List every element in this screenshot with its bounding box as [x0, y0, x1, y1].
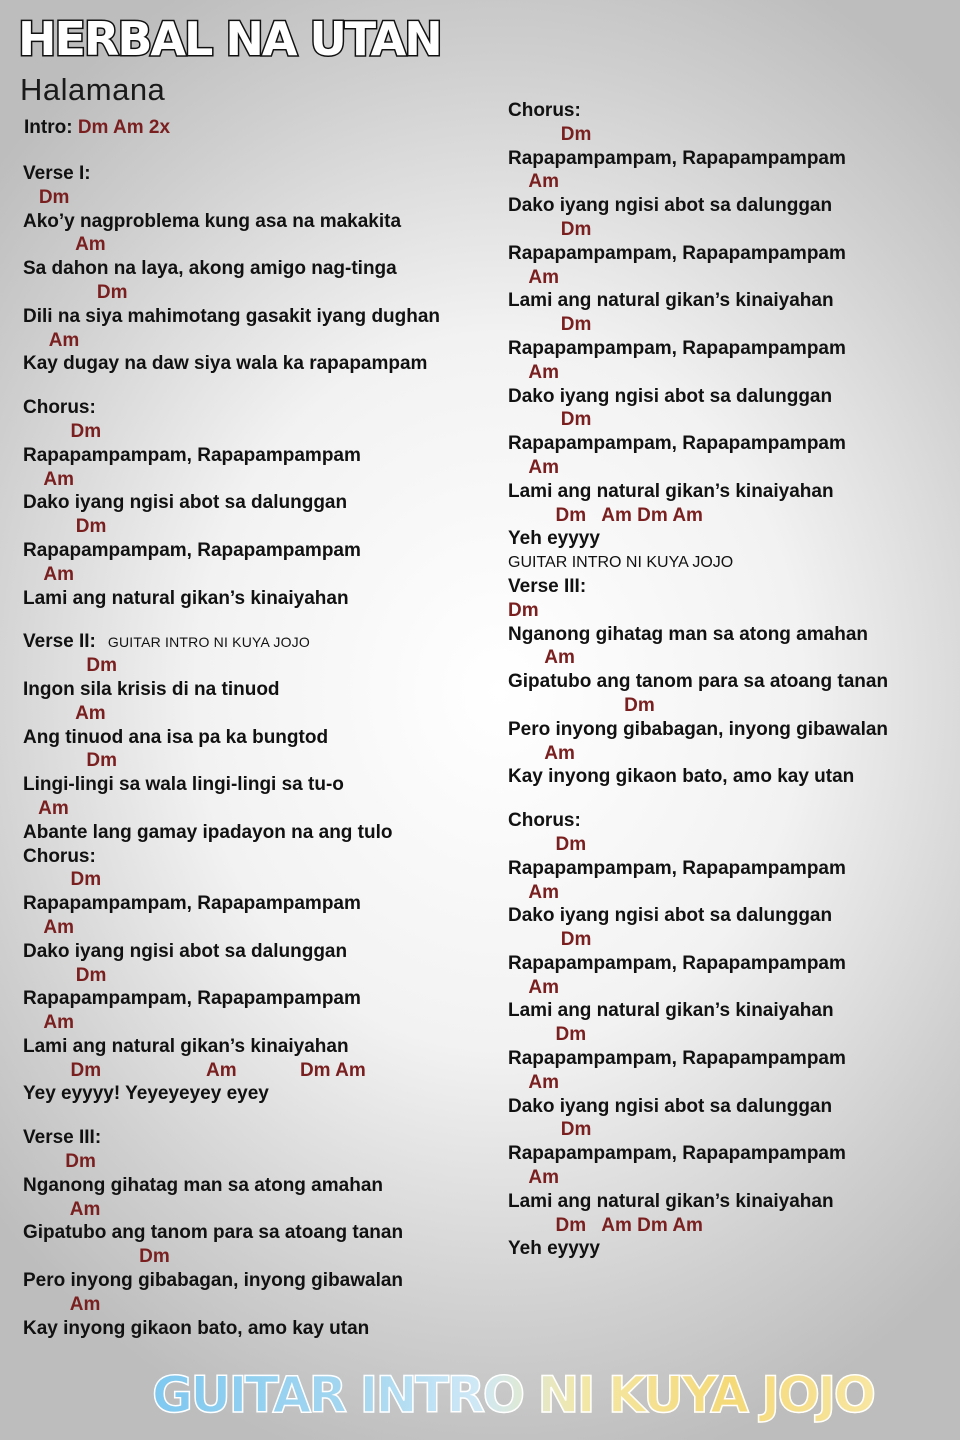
lyric-line: Nganong gihatag man sa atong amahan	[23, 1174, 383, 1196]
chord-line: Dm	[508, 929, 592, 951]
lyric-line: Ingon sila krisis di na tinuod	[23, 678, 280, 700]
section-label: Chorus:	[23, 397, 96, 419]
chord-line: Am	[23, 234, 106, 256]
lyric-line: Lami ang natural gikan’s kinaiyahan	[508, 1190, 834, 1212]
lyric-line: Gipatubo ang tanom para sa atoang tanan	[23, 1222, 404, 1244]
song-section	[23, 630, 483, 844]
lyric-line: Dako iyang ngisi abot sa dalunggan	[23, 492, 348, 514]
section-label: Chorus:	[23, 845, 96, 867]
lyric-line: Kay inyong gikaon bato, amo kay utan	[508, 766, 855, 788]
lyric-line: Rapapampampam, Rapapampampam	[23, 444, 361, 466]
lyric-line: Lami ang natural gikan’s kinaiyahan	[23, 587, 349, 609]
lyric-line: Rapapampampam, Rapapampampam	[23, 988, 361, 1010]
chord-line: Dm	[23, 420, 102, 442]
section-label-row	[23, 162, 483, 186]
lyric-line: Ako’y nagproblema kung asa na makakita	[23, 210, 402, 232]
chord-line: Dm	[508, 123, 592, 145]
chord-line: Dm	[23, 281, 128, 303]
chord-line: Am	[23, 702, 106, 724]
lyric-line: Pero inyong gibabagan, inyong gibawalan	[23, 1270, 404, 1292]
song-section	[23, 845, 483, 1107]
section-label: Chorus:	[508, 100, 581, 121]
section-label-row	[508, 809, 960, 833]
chord-line: Am	[508, 1071, 560, 1093]
chord-line: Dm	[508, 599, 539, 621]
chord-line: Dm	[23, 750, 117, 772]
section-label-row	[23, 630, 483, 654]
chord-line: Am	[508, 456, 560, 478]
chord-line: Dm	[508, 409, 592, 431]
lyric-line: Dako iyang ngisi abot sa dalunggan	[508, 195, 833, 217]
chord-line: Dm	[508, 694, 655, 716]
section-label: Verse II:	[23, 631, 96, 653]
song-title: HERBAL NA UTAN	[18, 12, 441, 66]
chord-line: Am	[23, 1198, 101, 1220]
lyric-line: Yey eyyyy! Yeyeyeyey eyey	[23, 1083, 269, 1105]
lyric-line: Dako iyang ngisi abot sa dalunggan	[508, 385, 833, 407]
chord-line: Dm	[508, 1119, 592, 1141]
guitar-intro-banner: GUITAR INTRO NI KUYA JOJO	[152, 1366, 874, 1424]
chord-line: Am	[23, 563, 75, 585]
chord-line: Am	[508, 647, 575, 669]
lyric-line: Rapapampampam, Rapapampampam	[508, 242, 846, 264]
chord-line: Am	[23, 1012, 75, 1034]
chord-line: Dm	[23, 964, 107, 986]
lyric-line: Lami ang natural gikan’s kinaiyahan	[23, 1035, 349, 1057]
lyric-line: Pero inyong gibabagan, inyong gibawalan	[508, 718, 889, 740]
song-section	[23, 1126, 483, 1340]
section-label: Verse III:	[508, 575, 587, 597]
chord-line: Am	[508, 742, 575, 764]
intro-chords: Dm Am 2x	[77, 117, 171, 138]
chord-line: Am	[23, 916, 75, 938]
song-section	[508, 99, 960, 575]
chord-line: Dm	[23, 869, 102, 891]
intro-line	[24, 114, 170, 142]
section-label-row	[23, 396, 483, 420]
chord-line: Dm	[23, 655, 117, 677]
lyric-line: Rapapampampam, Rapapampampam	[508, 337, 846, 359]
lyric-line: Lami ang natural gikan’s kinaiyahan	[508, 290, 834, 312]
lyric-line: Nganong gihatag man sa atong amahan	[508, 623, 868, 645]
lyric-line: Rapapampampam, Rapapampampam	[23, 539, 361, 561]
chord-line: Dm	[508, 833, 587, 855]
chord-line: Am	[23, 329, 80, 351]
section-label-row	[23, 845, 483, 869]
chord-line: Dm	[508, 1024, 587, 1046]
lyric-line: Rapapampampam, Rapapampampam	[508, 1048, 846, 1070]
song-section	[23, 396, 483, 610]
chord-line: Am	[23, 1293, 101, 1315]
chord-line: Am	[508, 266, 560, 288]
chord-line: Dm	[23, 516, 107, 538]
lyric-line: Rapapampampam, Rapapampampam	[23, 893, 361, 915]
section-label: Verse III:	[23, 1127, 102, 1149]
chord-line: Dm Am Dm Am	[23, 1059, 366, 1081]
lyric-line: Lami ang natural gikan’s kinaiyahan	[508, 1000, 834, 1022]
chord-line: Am	[508, 976, 560, 998]
song-section	[508, 575, 960, 789]
section-label-row	[508, 99, 960, 123]
lyric-line: Ang tinuod ana isa pa ka bungtod	[23, 726, 329, 748]
lyric-line: Rapapampampam, Rapapampampam	[508, 1143, 846, 1165]
intro-label: Intro:	[24, 117, 73, 138]
lyric-line: Yeh eyyyy	[508, 528, 600, 550]
lyric-line: Gipatubo ang tanom para sa atoang tanan	[508, 671, 889, 693]
lyric-line: Rapapampampam, Rapapampampam	[508, 147, 846, 169]
lyric-line: Kay dugay na daw siya wala ka rapapampam	[23, 353, 428, 375]
chord-line: Dm	[508, 314, 592, 336]
chord-line: Am	[508, 1167, 560, 1189]
chord-line: Am	[508, 171, 560, 193]
lyric-line: Lami ang natural gikan’s kinaiyahan	[508, 480, 834, 502]
section-note: GUITAR INTRO NI KUYA JOJO	[107, 634, 310, 651]
section-note: GUITAR INTRO NI KUYA JOJO	[508, 554, 734, 572]
section-label-row	[508, 575, 960, 599]
song-section	[23, 162, 483, 376]
lyric-line: Kay inyong gikaon bato, amo kay utan	[23, 1317, 370, 1339]
chord-line: Am	[508, 361, 560, 383]
chord-line: Dm	[23, 1246, 170, 1268]
lyric-line: Sa dahon na laya, akong amigo nag-tinga	[23, 258, 397, 280]
lyric-line: Dili na siya mahimotang gasakit iyang dughan	[23, 305, 441, 327]
section-label: Verse I:	[23, 163, 91, 184]
lyric-line: Lingi-lingi sa wala lingi-lingi sa tu-o	[23, 774, 344, 796]
chord-line: Dm Am Dm Am	[508, 504, 703, 526]
song-section	[508, 809, 960, 1261]
lyric-line: Dako iyang ngisi abot sa dalunggan	[508, 1095, 833, 1117]
section-label: Chorus:	[508, 810, 581, 832]
chord-line: Dm	[23, 186, 70, 208]
right-column	[508, 99, 960, 1281]
lyric-line: Abante lang gamay ipadayon na ang tulo	[23, 821, 393, 843]
artist-name: Halamana	[20, 72, 166, 107]
lyric-line: Dako iyang ngisi abot sa dalunggan	[23, 940, 348, 962]
left-column	[23, 162, 483, 1360]
lyric-line: Yeh eyyyy	[508, 1238, 600, 1260]
chord-line: Am	[23, 468, 75, 490]
lyric-line: Dako iyang ngisi abot sa dalunggan	[508, 905, 833, 927]
lyric-line: Rapapampampam, Rapapampampam	[508, 952, 846, 974]
chord-line: Dm	[508, 218, 592, 240]
section-label-row	[23, 1126, 483, 1150]
chord-line: Dm Am Dm Am	[508, 1214, 703, 1236]
chord-line: Dm	[23, 1151, 96, 1173]
lyric-line: Rapapampampam, Rapapampampam	[508, 857, 846, 879]
lyric-line: Rapapampampam, Rapapampampam	[508, 433, 846, 455]
chord-line: Am	[23, 797, 69, 819]
chord-line: Am	[508, 881, 560, 903]
